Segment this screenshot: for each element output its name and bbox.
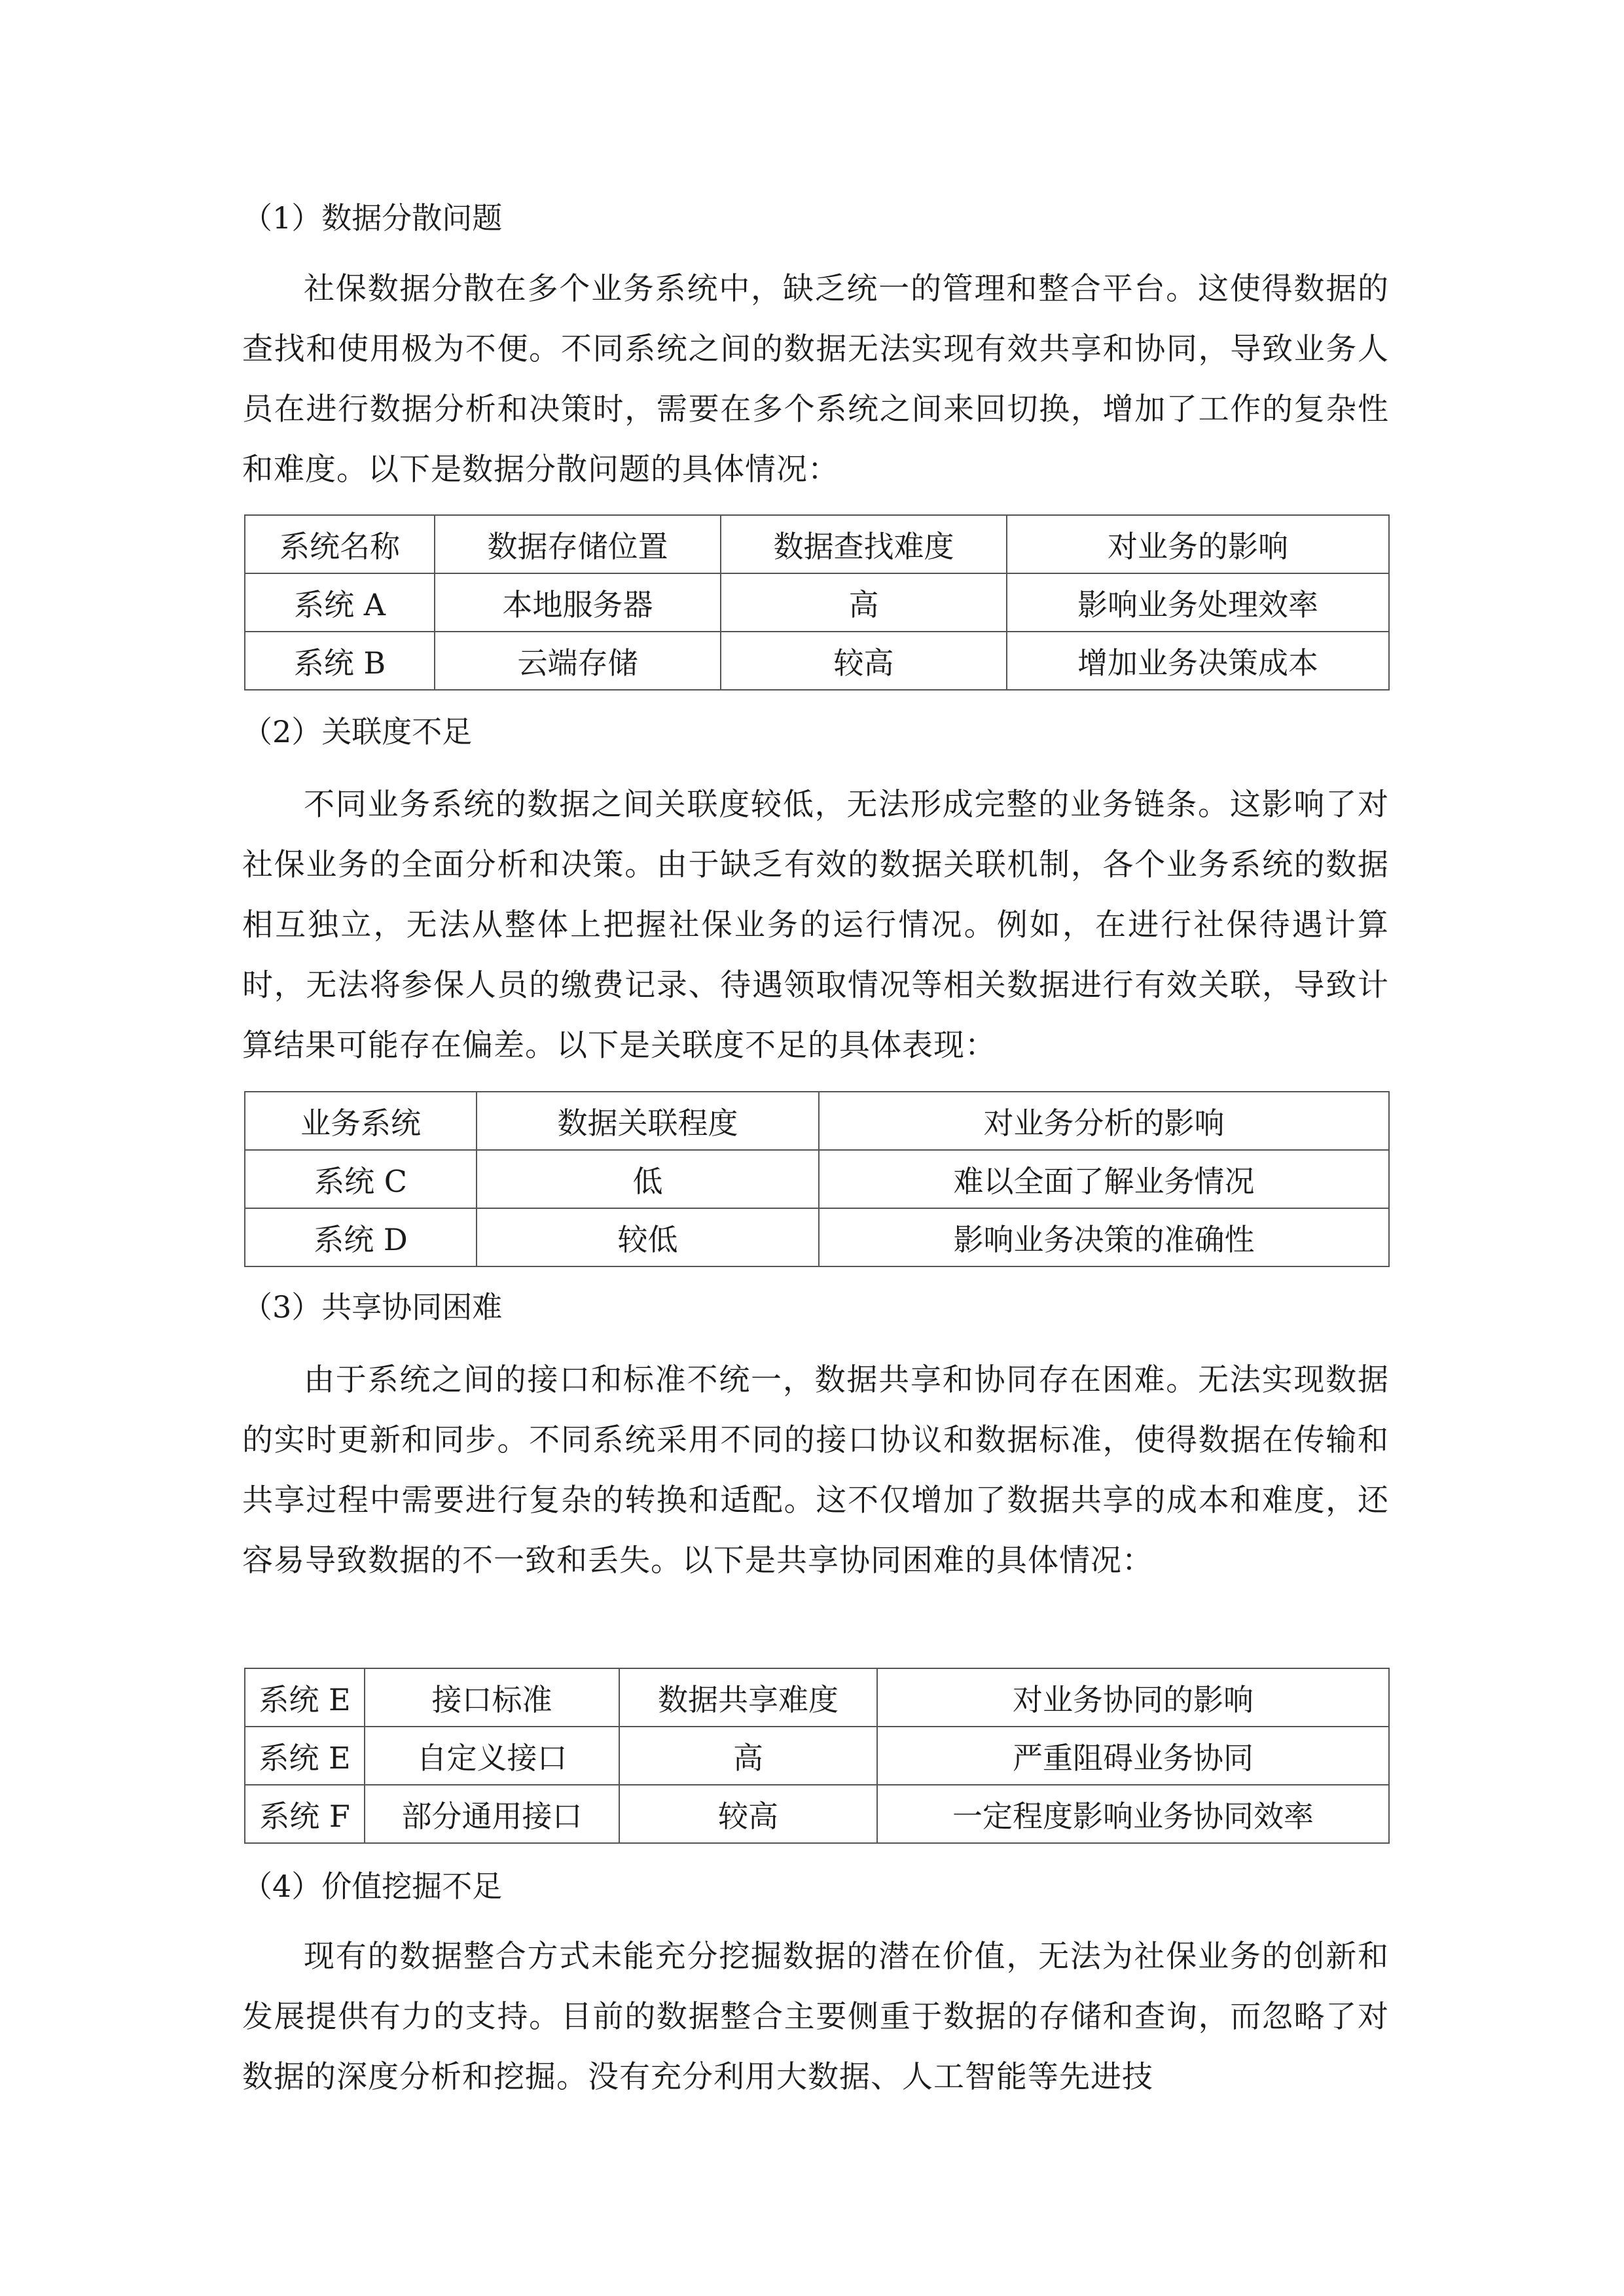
- table-cell: 低: [477, 1150, 819, 1208]
- section-paragraph-2: 不同业务系统的数据之间关联度较低，无法形成完整的业务链条。这影响了对社保业务的全面分析和决策。由于缺乏有效的数据关联机制，各个业务系统的数据相互独立，无法从整体上把握社保业务的运行情况。例如，在进行社保待遇计算时，无法将参保人员的缴费记录、待遇领取情况等相关数据进行有效关联，导致计算结果可能存在偏差。以下是关联度不足的具体表现：: [242, 787, 1389, 1064]
- table-cell: 接口标准: [365, 1668, 619, 1727]
- table-cell: 系统 F: [245, 1785, 365, 1843]
- table-cell: 系统 C: [245, 1150, 477, 1208]
- table-cell: 系统 E: [245, 1668, 365, 1727]
- table-cell: 高: [619, 1727, 877, 1785]
- table-cell: 数据查找难度: [721, 515, 1007, 573]
- table-data-sharing: [244, 1668, 1390, 1844]
- table-cell: 系统 A: [245, 573, 435, 632]
- table-cell: 较高: [619, 1785, 877, 1843]
- table-row: [245, 1727, 1389, 1785]
- section-paragraph-1: 社保数据分散在多个业务系统中，缺乏统一的管理和整合平台。这使得数据的查找和使用极为不便。不同系统之间的数据无法实现有效共享和协同，导致业务人员在进行数据分析和决策时，需要在多个系统之间来回切换，增加了工作的复杂性和难度。以下是数据分散问题的具体情况：: [242, 271, 1389, 488]
- table-cell: 对业务协同的影响: [877, 1668, 1389, 1727]
- table-row: [245, 573, 1389, 632]
- table-cell: 增加业务决策成本: [1007, 632, 1389, 690]
- table-cell: 难以全面了解业务情况: [819, 1150, 1389, 1208]
- table-cell: 系统 E: [245, 1727, 365, 1785]
- table-cell: 部分通用接口: [365, 1785, 619, 1843]
- table-cell: 对业务的影响: [1007, 515, 1389, 573]
- section-paragraph-4: 现有的数据整合方式未能充分挖掘数据的潜在价值，无法为社保业务的创新和发展提供有力的支持。目前的数据整合主要侧重于数据的存储和查询，而忽略了对数据的深度分析和挖掘。没有充分利用大数据、人工智能等先进技: [242, 1939, 1389, 2095]
- table-header-row: [245, 1668, 1389, 1727]
- section-heading-2: （2）关联度不足: [242, 714, 473, 749]
- table-header-row: [245, 1092, 1389, 1150]
- table-cell: 系统 D: [245, 1208, 477, 1266]
- table-cell: 系统名称: [245, 515, 435, 573]
- table-cell: 较高: [721, 632, 1007, 690]
- table-cell: 系统 B: [245, 632, 435, 690]
- table-data-scatter: [244, 514, 1390, 691]
- table-cell: 本地服务器: [435, 573, 721, 632]
- table-cell: 影响业务决策的准确性: [819, 1208, 1389, 1266]
- table-cell: 自定义接口: [365, 1727, 619, 1785]
- table-cell: 云端存储: [435, 632, 721, 690]
- table-row: [245, 1208, 1389, 1266]
- section-paragraph-3: 由于系统之间的接口和标准不统一，数据共享和协同存在困难。无法实现数据的实时更新和同步。不同系统采用不同的接口协议和数据标准，使得数据在传输和共享过程中需要进行复杂的转换和适配。这不仅增加了数据共享的成本和难度，还容易导致数据的不一致和丢失。以下是共享协同困难的具体情况：: [242, 1362, 1389, 1579]
- table-cell: 较低: [477, 1208, 819, 1266]
- table-cell: 高: [721, 573, 1007, 632]
- table-row: [245, 632, 1389, 690]
- table-cell: 数据关联程度: [477, 1092, 819, 1150]
- table-header-row: [245, 515, 1389, 573]
- section-heading-4: （4）价值挖掘不足: [242, 1869, 503, 1904]
- table-cell: 一定程度影响业务协同效率: [877, 1785, 1389, 1843]
- table-cell: 数据共享难度: [619, 1668, 877, 1727]
- table-cell: 对业务分析的影响: [819, 1092, 1389, 1150]
- section-heading-1: （1）数据分散问题: [242, 200, 503, 236]
- table-cell: 数据存储位置: [435, 515, 721, 573]
- table-cell: 影响业务处理效率: [1007, 573, 1389, 632]
- table-row: [245, 1785, 1389, 1843]
- table-data-correlation: [244, 1091, 1390, 1267]
- table-cell: 业务系统: [245, 1092, 477, 1150]
- table-cell: 严重阻碍业务协同: [877, 1727, 1389, 1785]
- table-row: [245, 1150, 1389, 1208]
- section-heading-3: （3）共享协同困难: [242, 1289, 503, 1325]
